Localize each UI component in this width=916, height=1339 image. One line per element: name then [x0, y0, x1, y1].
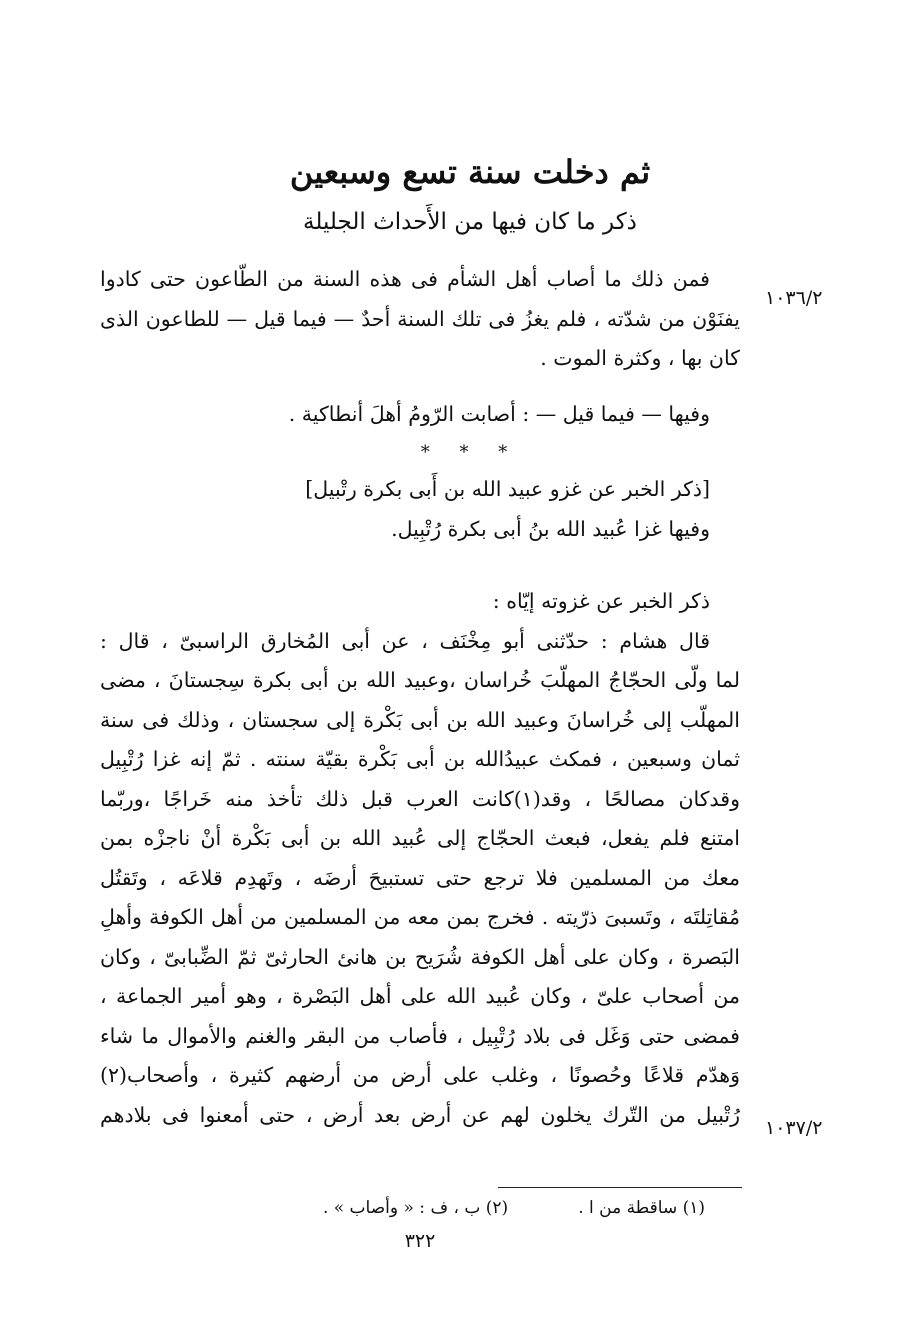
text-line: [ذكر الخبر عن غزو عبيد الله بن أَبى بكرة رتْبيل]: [305, 477, 710, 501]
paragraph-ratbil-heading: [100, 470, 740, 549]
text-line: فمن ذلك ما أصاب أهل الشأم فى هذه السنة من الطّاعون حتى كادوا: [100, 267, 710, 291]
text-line: ثمان وسبعين ، فمكث عبيدُالله بن أبى بَكْرة بقيّة سنته . ثمّ إنه غزا رُتْبِيل: [100, 747, 740, 771]
text-line: فمضى حتى وَغَل فى بلاد رُتْبِيل ، فأصاب من البقر والغنم والأموال ما شاء: [100, 1023, 740, 1048]
text-line: وَهدّم قلاعًا وحُصونًا ، وغلب على أرض من أرضهم كثيرة ، وأصحاب(٢): [100, 1063, 740, 1087]
page-number: ٣٢٢: [404, 1230, 436, 1252]
text-line: وقدكان مصالحًا ، وقد(١)كانت العرب قبل ذلك تأخذ منه خَراجًا ،وربّما: [100, 786, 740, 811]
text-line: معك من المسلمين فلا ترجع حتى تستبيحَ أرضَه ، وتَهدِم قلاعَه ، وتَقتُل: [100, 865, 740, 890]
section-separator: * * *: [420, 442, 520, 463]
text-line: لما ولّى الحجّاجُ المهلّبَ خُراسان ،وعبيد الله بن أبى بكرة سِجستانَ ، مضى: [100, 668, 740, 692]
text-line: المهلّب إلى خُراسانَ وعبيد الله بن أبى بَكْرة إلى سجستان ، وذلك فى سنة: [100, 707, 740, 732]
text-line: يفنَوْن من شدّته ، فلم يغزُ فى تلك السنة أحدٌ — فيما قيل — للطاعون الذى: [100, 306, 740, 331]
footnote: (١) ساقطة من ا .: [578, 1198, 705, 1218]
text-line: قال هشام : حدّثنى أبو مِخْنَف ، عن أبى المُخارق الراسبىّ ، قال :: [100, 628, 710, 653]
margin-reference: ١٠٣٧/٢: [765, 1117, 823, 1139]
text-line: وفيها — فيما قيل — : أصابت الرّومُ أهلَ أنطاكية .: [288, 402, 710, 426]
text-line: امتنع فلم يفعل، فبعث الحجّاج إلى عُبيد الله بن أبى بَكْرة أنْ ناجزْه بمن: [100, 826, 740, 850]
margin-reference: ١٠٣٦/٢: [765, 287, 823, 309]
footnotes: [100, 1193, 705, 1223]
section-subtitle: ذكر ما كان فيها من الأَحداث الجليلة: [303, 209, 637, 235]
paragraph-plague: [100, 260, 740, 379]
text-line: من أصحاب علىّ ، وكان عُبيد الله على أهل البَصْرة ، وهو أمير الجماعة ،: [100, 984, 740, 1008]
paragraph-antioch: [100, 395, 740, 435]
chapter-title: ثم دخلت سنة تسع وسبعين: [289, 153, 651, 191]
text-line: رُتْبيل من التّرك يخلون لهم عن أرض بعد أرض ، حتى أمعنوا فى بلادهم: [100, 1102, 740, 1127]
text-line: البَصرة ، وكان على أهل الكوفة شُرَيح بن هانئ الحارثىّ ثمّ الضِّبابىّ ، وكان: [100, 944, 740, 969]
text-line: مُقاتِلتَه ، وتَسبىَ ذرّيته . فخرج بمن معه من المسلمين من أهل الكوفة وأهلِ: [100, 905, 740, 929]
footnote: (٢) ب ، ف : « وأصاب » .: [322, 1198, 509, 1218]
footnote-divider: [498, 1187, 742, 1188]
text-line: وفيها غزا عُبيد الله بنُ أبى بكرة رُتْبِيل.: [391, 516, 710, 541]
text-line: كان بها ، وكثرة الموت .: [540, 346, 740, 370]
paragraph-campaign: [100, 582, 740, 1135]
text-line: ذكر الخبر عن غزوته إيّاه :: [492, 589, 710, 613]
